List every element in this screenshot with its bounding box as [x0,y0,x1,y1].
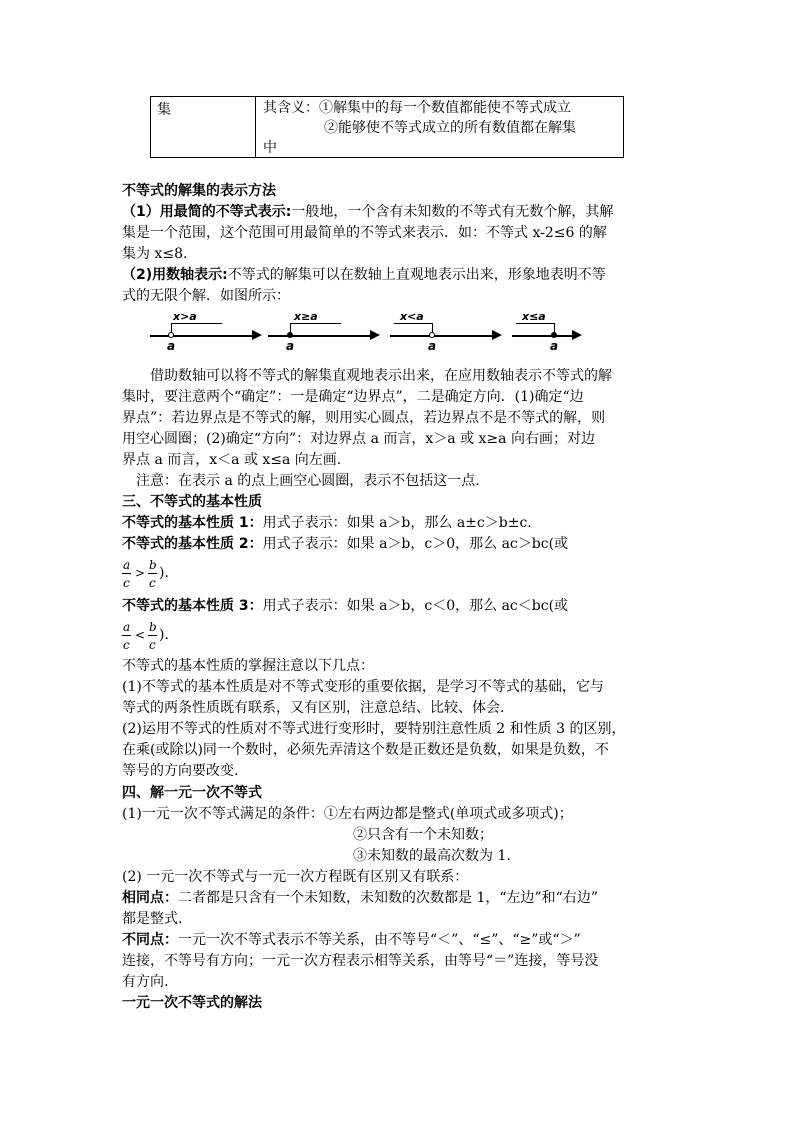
range-bracket [171,323,222,336]
property-3 [122,596,568,617]
point-label: a [167,339,176,353]
point-label: a [550,339,559,353]
fraction-expression-2 [122,557,182,591]
paragraph-line: 用空心圆圈；(2)确定“方向”：对边界点 a 而言，x＞a 或 x≥a 向右画；对边 [122,431,595,447]
definition-table [150,96,624,158]
range-bracket [516,323,555,336]
paragraph-line: 借助数轴可以将不等式的解集直观地表示出来，在应用数轴表示不等式的解 [150,368,612,384]
bold-lead: 不同点： [122,932,178,948]
text-run: 不等式的解集可以在数轴上直观地表示出来，形象地表明不等 [227,267,606,283]
condition-label: x<a [400,310,424,323]
text-run: 一般地，一个含有未知数的不等式有无数个解，其解 [291,204,614,220]
paragraph-line: (2)运用不等式的性质对不等式进行变形时，要特别注意性质 2 和性质 3 的区别， [122,721,626,737]
paragraph-line: 不等式的基本性质的掌握注意以下几点： [122,658,374,674]
bold-lead: 不等式的基本性质 2： [122,536,263,552]
point-label: a [286,339,295,353]
section-heading-solving: 一元一次不等式的解法 [122,995,262,1011]
arrow-head-icon [492,330,502,340]
solid-point [287,332,293,338]
hollow-point [429,332,435,338]
frac-denominator: c [123,638,130,652]
table-cell-term: 集 [157,102,171,118]
paragraph-line: 等号的方向要改变. [122,763,239,779]
paragraph-line: 界点 a 而言，x＜a 或 x≤a 向左画. [122,452,342,468]
frac-denominator: c [149,576,156,590]
table-meaning-line-2: ②能够使不等式成立的所有数值都在解集 [324,120,576,136]
text-run: 一元一次不等式表示不等关系，由不等号“＜”、“≤”、“≥”或“＞” [178,932,581,948]
section-heading-representation: 不等式的解集的表示方法 [122,183,276,199]
condition-label: x≤a [522,310,546,323]
frac-tail: ). [159,627,169,643]
frac-numerator: a [123,620,131,634]
frac-operator: < [135,628,146,642]
range-bracket [290,323,341,336]
paragraph-line [122,265,606,286]
paragraph-line: 集为 x≤8. [122,246,188,262]
paragraph-line: (2) 一元一次不等式与一元一次方程既有区别又有联系： [122,869,469,885]
condition-label: x>a [173,310,197,323]
paragraph-line: 集是一个范围，这个范围可用最简单的不等式来表示．如：不等式 x-2≤6 的解 [122,225,607,241]
text-run: 用式子表示：如果 a＞b，那么 a±c＞b±c. [262,515,532,531]
frac-numerator: a [123,558,131,572]
paragraph-line: ②只含有一个未知数； [353,827,493,843]
paragraph-line: 连接，不等号有方向；一元一次方程表示相等关系，由等号“＝”连接，等号没 [122,953,599,969]
bold-lead: 不等式的基本性质 1： [122,515,263,531]
condition-label: x≥a [294,310,318,323]
paragraph-line: 都是整式. [122,911,183,927]
paragraph-line: ③未知数的最高次数为 1. [353,848,511,864]
bold-lead: 相同点： [122,890,178,906]
point-label: a [428,339,437,353]
hollow-point [168,332,174,338]
number-line-greater-equal [268,310,383,358]
arrow-head-icon [572,330,582,340]
table-divider [255,97,256,157]
section-heading-4: 四、解一元一次不等式 [122,785,262,801]
text-run: 用式子表示：如果 a＞b，c＞0，那么 ac＞bc(或 [262,536,569,552]
frac-denominator: c [123,576,130,590]
bold-lead: 不等式的基本性质 3： [122,598,263,614]
text-run: 二者都是只含有一个未知数，未知数的次数都是 1，“左边”和“右边” [178,890,598,906]
paragraph-line: (1)不等式的基本性质是对不等式变形的重要依据，是学习不等式的基础，它与 [122,679,604,695]
property-2 [122,534,568,555]
frac-numerator: b [149,558,157,572]
range-bracket [394,323,433,336]
number-line-less [390,310,505,358]
frac-bar [122,573,131,574]
fraction-expression-3 [122,619,182,653]
number-line-greater [150,310,265,358]
number-line-less-equal [512,310,627,358]
paragraph-line [122,888,598,909]
frac-bar [122,635,131,636]
section-heading-3: 三、不等式的基本性质 [122,494,262,510]
frac-numerator: b [149,620,157,634]
paragraph-line: 等式的两条性质既有联系，又有区别，注意总结、比较、体会. [122,700,505,716]
paragraph-line: 式的无限个解．如图所示： [122,288,290,304]
arrow-head-icon [252,330,262,340]
bold-lead: （1）用最简的不等式表示: [122,204,292,220]
paragraph-line: 界点”：若边界点是不等式的解，则用实心圆点，若边界点不是不等式的解，则 [122,410,606,426]
frac-denominator: c [149,638,156,652]
paragraph-line [122,930,581,951]
frac-bar [148,573,157,574]
frac-tail: ). [159,565,169,581]
arrow-head-icon [370,330,380,340]
paragraph-line: (1)一元一次不等式满足的条件：①左右两边都是整式(单项式或多项式)； [122,806,573,822]
paragraph-line: 在乘(或除以)同一个数时，必须先弄清这个数是正数还是负数，如果是负数，不 [122,742,609,758]
text-run: 用式子表示：如果 a＞b，c＜0，那么 ac＜bc(或 [262,598,569,614]
frac-bar [148,635,157,636]
property-1 [122,513,532,534]
note-line: 注意：在表示 a 的点上画空心圆圈，表示不包括这一点. [136,473,480,489]
bold-lead: （2)用数轴表示: [122,267,228,283]
table-meaning-line-1: 其含义：①解集中的每一个数值都能使不等式成立 [263,100,571,116]
solid-point [551,332,557,338]
table-meaning-line-3: 中 [263,140,277,156]
paragraph-line: 有方向. [122,974,169,990]
paragraph-line: 集时，要注意两个“确定”：一是确定“边界点”，二是确定方向．(1)确定“边 [122,389,584,405]
frac-operator: > [135,566,146,580]
paragraph-line [122,202,613,223]
